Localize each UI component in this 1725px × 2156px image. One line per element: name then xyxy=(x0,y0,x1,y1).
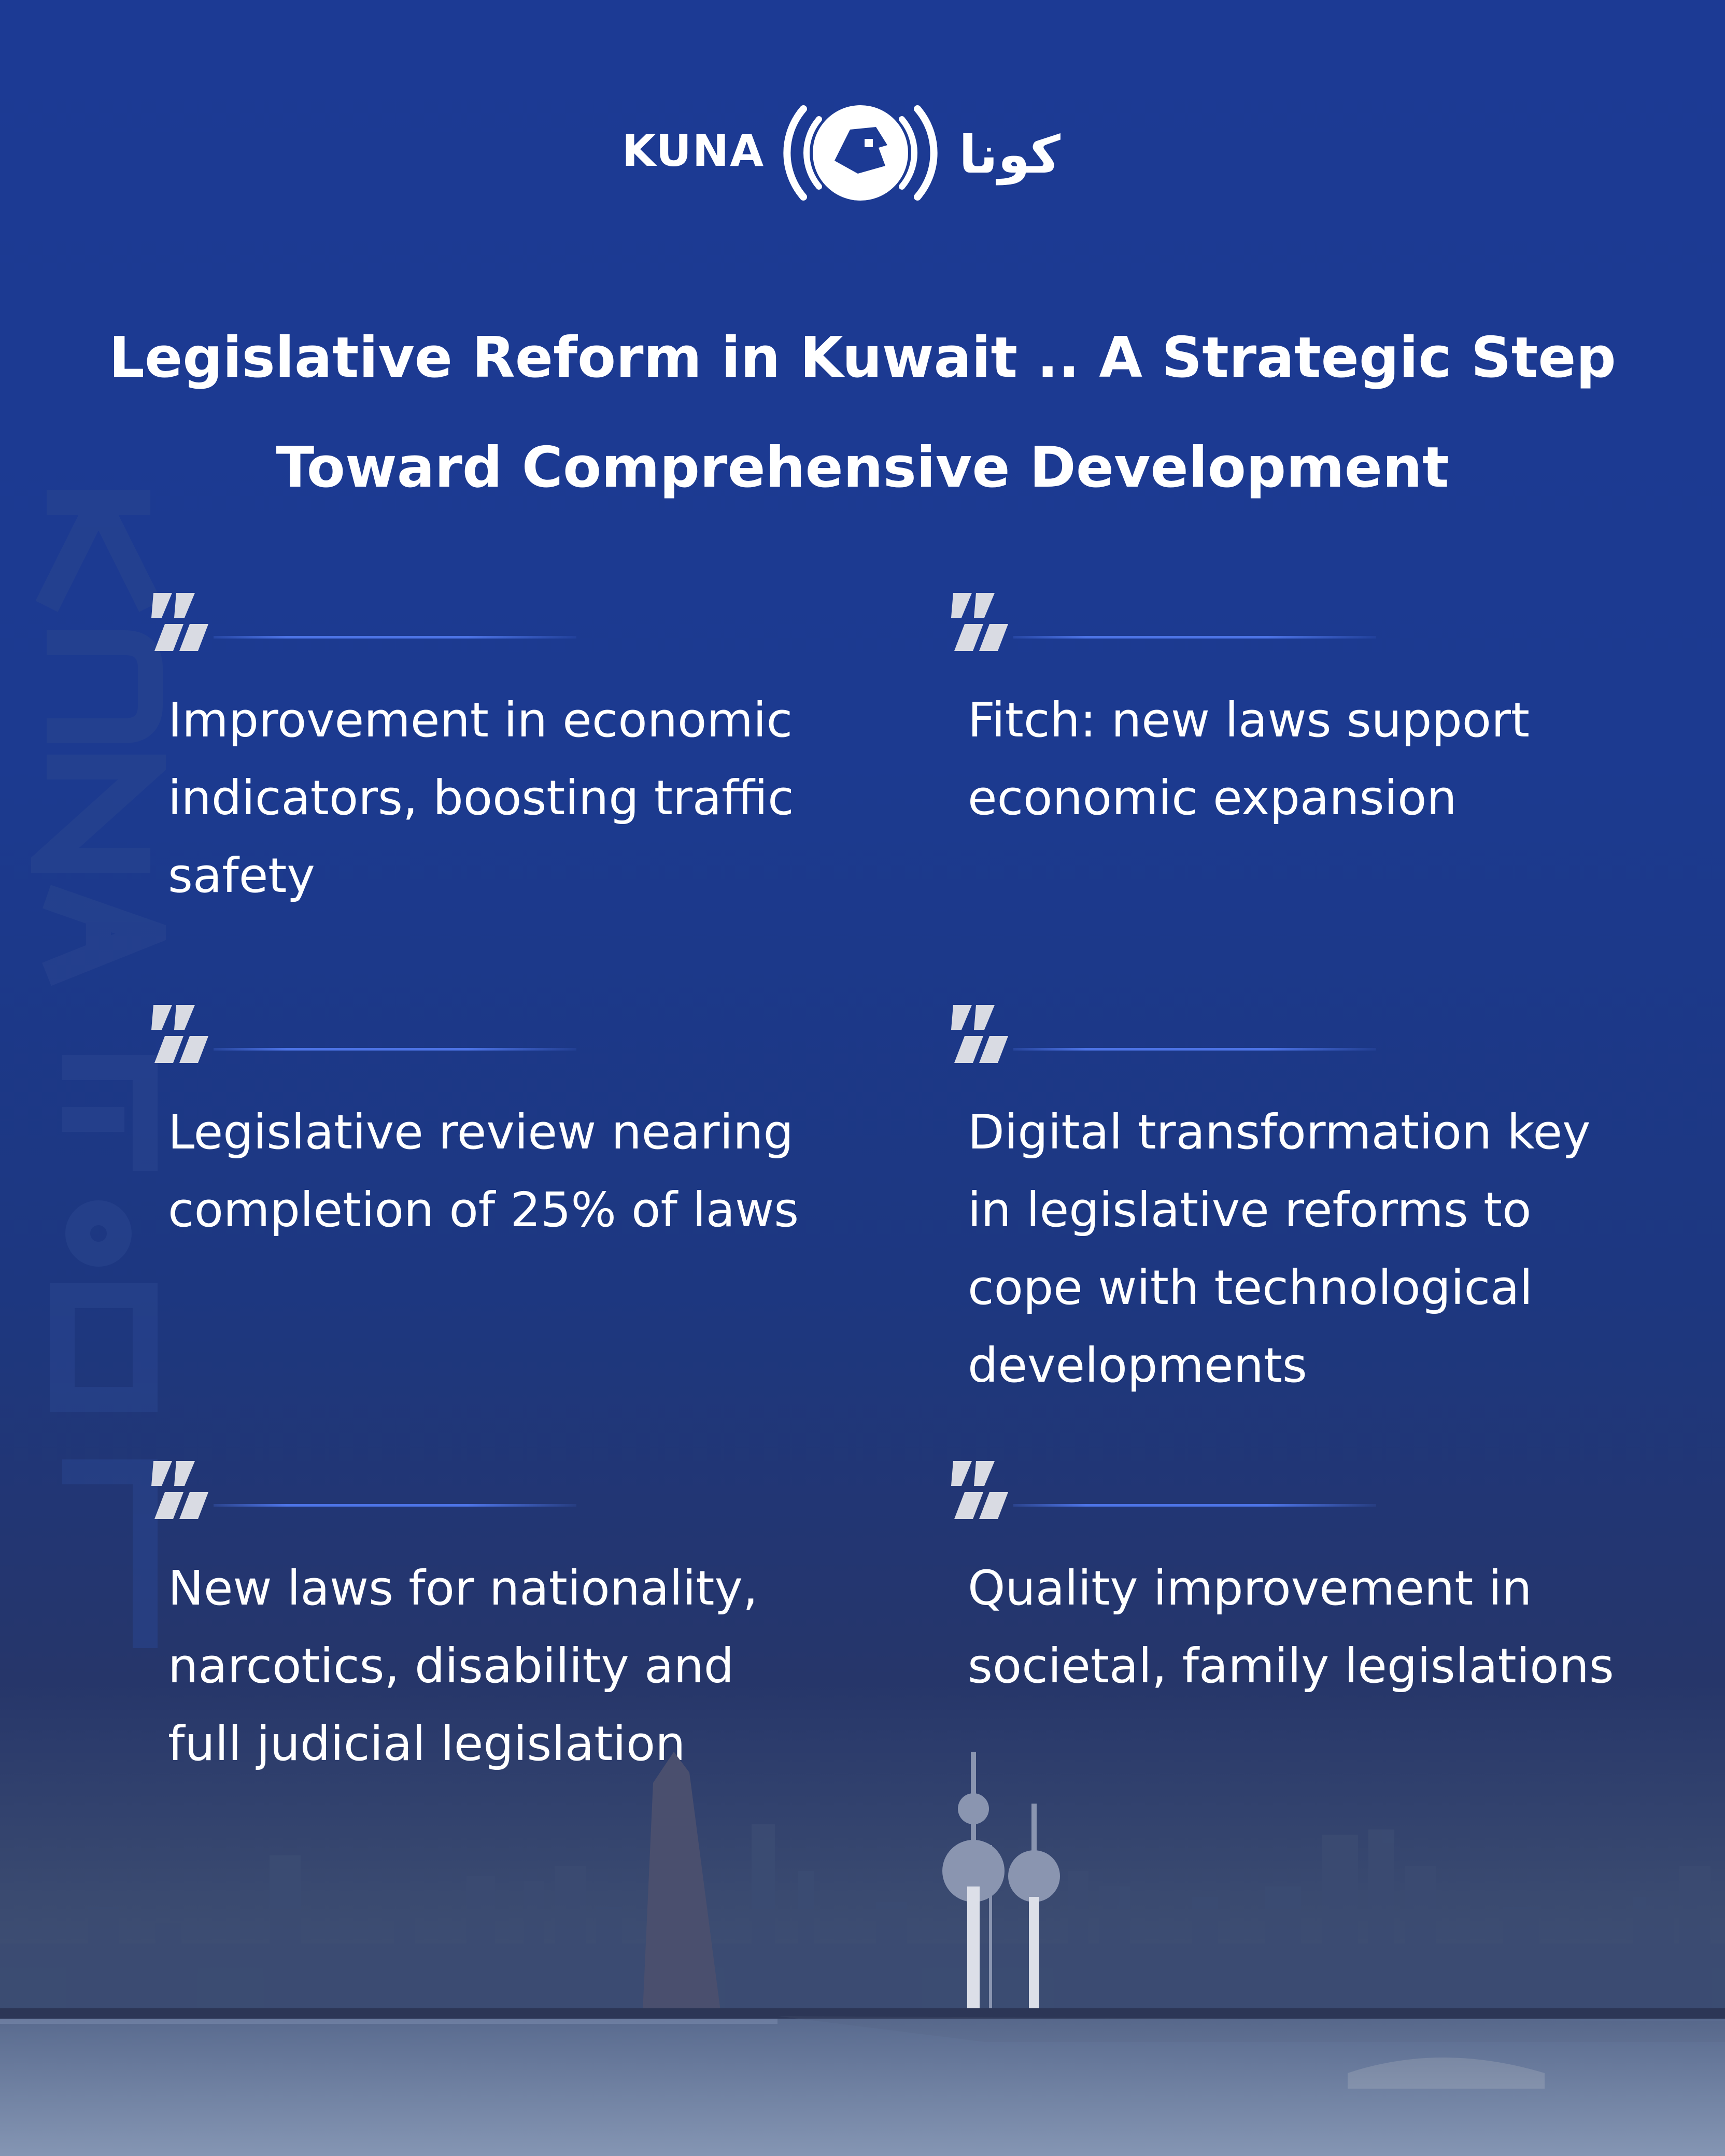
item-text: Digital transformation key in legislative reforms to cope with technological developments xyxy=(968,1104,1591,1393)
kuna-logo xyxy=(622,83,1104,223)
divider-line xyxy=(1013,1504,1376,1507)
title-line-1: Legislative Reform in Kuwait .. A Strategic Step xyxy=(109,325,1616,390)
divider-line xyxy=(214,1504,576,1507)
quote-icon xyxy=(951,1459,1019,1521)
quote-icon xyxy=(951,1003,1019,1065)
divider-line xyxy=(1013,1048,1376,1051)
divider-line xyxy=(214,1048,576,1051)
quote-icon xyxy=(151,1459,219,1521)
divider-line xyxy=(214,636,576,639)
item-text: Fitch: new laws support economic expansion xyxy=(968,692,1530,826)
quote-icon xyxy=(951,591,1019,653)
item-text: Improvement in economic indicators, boosting traffic safety xyxy=(168,692,794,903)
logo-latin-text: KUNA xyxy=(622,125,765,176)
quote-icon xyxy=(151,591,219,653)
item-text: Quality improvement in societal, family legislations xyxy=(968,1561,1614,1694)
page-title xyxy=(0,303,1725,523)
divider-line xyxy=(1013,636,1376,639)
quote-icon xyxy=(151,1003,219,1065)
logo-arabic-text: كونا xyxy=(959,124,1061,185)
kuna-watermark xyxy=(31,487,166,1679)
kuna-emblem-icon xyxy=(772,83,949,223)
kuwait-skyline-image xyxy=(0,1752,1725,2156)
item-text: Legislative review nearing completion of 25% of laws xyxy=(168,1104,799,1238)
title-line-2: Toward Comprehensive Development xyxy=(276,435,1449,500)
item-text: New laws for nationality, narcotics, disability and full judicial legislation xyxy=(168,1561,758,1771)
